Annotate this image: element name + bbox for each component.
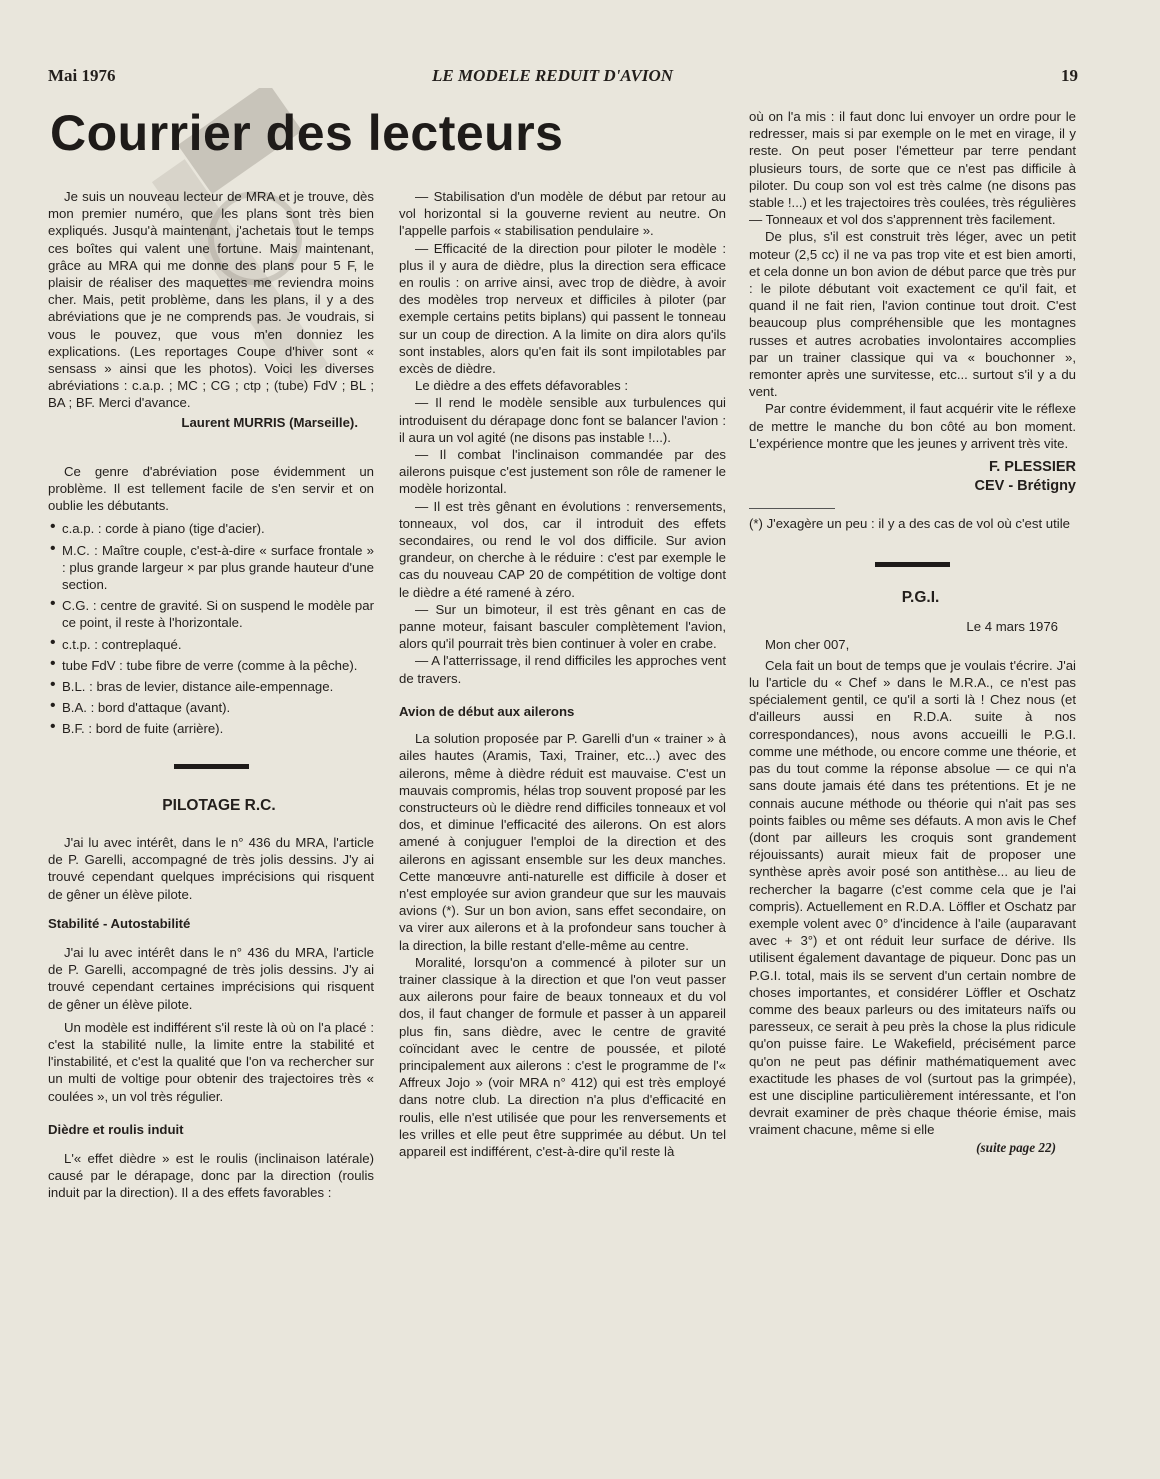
column-1 — [48, 188, 374, 1202]
column-3 — [749, 108, 1076, 1156]
signature-place: CEV - Brétigny — [974, 478, 1076, 495]
abbrev-item: • B.L. : bras de levier, distance aile-empennage. — [48, 678, 374, 695]
paragraph: — Stabilisation d'un modèle de début par retour au vol horizontal si la gouverne revient au neutre. On l'appelle parfois « stabilisation pendulaire ». — [399, 189, 726, 239]
paragraph: Cela fait un bout de temps que je voulais t'écrire. J'ai lu l'article du « Chef » dans le M.R.A., ce n'est pas spécialement gentil, ce qu'il a sorti là ! Chez nous (et d'ailleurs aussi en R.D.A. suite à nos correspondances), nous avons accueilli le P.G.I. comme une méthode, ou encore comme une théorie, et pas du tout comme la réponse absolue — ce qui n'a sans doute jamais été dans tes prétentions. Et je ne connais aucune méthode ou théorie qui n'ait pas ses points faibles ou même ses défauts. A mon avis le Chef (dont par ailleurs les croquis sont grandement réjouissants) aurait mieux fait de proposer une synthèse après avoir posé son antithèse... au lieu de rechercher la bagarre (c'est comme cela que je l'ai compris). Actuellement en R.D.A. Löffler et Oschatz par exemple volent avec 0° d'incidence à l'aile (auparavant avec + 3°) et ont réduit leur surface de dérive. Ils utilisent également davantage de piqueur. Donc pas un P.G.I. total, mais ils se servent d'un certain nombre de choses importantes, et considérer Löffler et Oschatz comme des beaux parleurs ou des imitateurs naïfs ou paresseux, ce serait à peu près la chose la plus ridicule qu'on puisse faire. Le Wakefield, précisément parce qu'on ne peut pas définir mathématiquement avec exactitude les phases de vol (surtout pas la grimpée), est une discipline particulièrement intéressante, et l'on devrait examiner de près chaque théorie émise, mais vraiment chacune, même si elle — [749, 657, 1076, 1138]
paragraph: — A l'atterrissage, il rend difficiles les approches vent de travers. — [399, 653, 726, 686]
page-title: Courrier des lecteurs — [50, 105, 564, 161]
paragraph: — Il combat l'inclinaison commandée par des ailerons puisque c'est justement son rôle de ramener le modèle horizontal. — [399, 447, 726, 497]
paragraph: De plus, s'il est construit très léger, avec un petit moteur (2,5 cc) il ne va pas trop vite et est bien amorti, et cela donne un bon avion de début parce que très pur : le pilote débutant voit exactement ce qu'il fait, et quand il ne fait rien, l'avion continue tout droit. C'est beaucoup plus compréhensible que les montagnes russes et autres acrobaties involontaires accomplies par un trainer classique qui va « bouchonner », remonter après une survitesse, etc... surtout s'il y a du vent. — [749, 229, 1076, 400]
intro-paragraph: J'ai lu avec intérêt, dans le n° 436 du MRA, l'article de P. Garelli, accompagné de très jolis dessins. J'y ai trouvé cependant quelques imprécisions qui risquent de gêner un élève pilote. — [48, 834, 374, 902]
footnote-rule — [749, 508, 835, 509]
page-header — [48, 66, 1078, 96]
issue-date: Mai 1976 — [48, 66, 116, 85]
paragraph: Un modèle est indifférent s'il reste là où on l'a placé : c'est la stabilité nulle, la limite entre la stabilité et l'instabilité, et c'est la qualité que l'on va rechercher sur un multi de voltige pour obtenir des trajectoires très « coulées », un vol très régulier. — [48, 1019, 374, 1104]
paragraph: Moralité, lorsqu'on a commencé à piloter sur un trainer classique à la direction et que l'on veut passer aux ailerons pour faire de beaux tonneaux et du vol dos, il faut changer de formule et passer à un appareil plus fin, sans dièdre, avec le centre de gravité coïncidant avec le centre de poussée, et piloté principalement aux ailerons : c'est le programme de l'« Affreux Jojo » (voir MRA n° 412) qui est très employé dans notre club. La direction n'a plus d'efficacité en roulis, elle n'est utilisée que pour les renversements et les vrilles et elle peut être supprimée au début. Un tel appareil est indifférent, c'est-à-dire qu'il reste là — [399, 954, 726, 1159]
subhead-avion-debut: Avion de début aux ailerons — [399, 703, 575, 719]
salutation: Mon cher 007, — [765, 636, 850, 652]
paragraph: — Il rend le modèle sensible aux turbulences qui introduisent du dérapage donc font se balancer l'avion : il aura un vol agité (ne disons pas instable !...). — [399, 395, 726, 445]
reader-letter: Je suis un nouveau lecteur de MRA et je trouve, dès mon premier numéro, que les plans sont très bien expliqués. Jusqu'à maintenant, j'achetais tout le temps ces boîtes qui valent une fortune. Mais maintenant, grâce au MRA qui me donne des plans pour 5 F, le plaisir de réaliser des maquettes me reviendra moins cher. Mais, petit problème, dans les plans, il y a des abréviations que je ne comprends pas. Je voudrais, si vous le pouvez, que vous m'en donniez les explications. (Les reportages Coupe d'hiver sont « sensass » ainsi que les photos). Voici les diverses abréviations : c.a.p. ; MC ; CG ; ctp ; (tube) FdV ; BL ; BA ; BF. Merci d'avance. — [48, 189, 374, 411]
paragraph: Le dièdre a des effets défavorables : — [415, 378, 629, 394]
paragraph: La solution proposée par P. Garelli d'un « trainer » à ailes hautes (Aramis, Taxi, Trainer, etc...) avec des ailerons, même à dièdre réduit est mauvaise. C'est un mauvais compromis, hélas trop souvent proposé par les constructeurs où le dièdre rend difficiles tonneaux et vol dos, et diminue l'efficacité des ailerons. On est alors amené à conjuguer l'emploi de la direction et des ailerons en agissant ensemble sur les deux manches. Cette manœuvre anti-naturelle est difficile à doser et n'est employée sur avion grandeur que sur les mauvais avions (*). Sur un bon avion, sans effet secondaire, on va virer aux ailerons et à la profondeur sans toucher à la direction, la bille restant d'elle-même au centre. — [399, 731, 726, 953]
footnote: (*) J'exagère un peu : il y a des cas de vol où c'est utile — [749, 516, 1070, 532]
section-title-pilotage: PILOTAGE R.C. — [162, 796, 276, 814]
signature-name: F. PLESSIER — [988, 459, 1076, 476]
section-title-pgi: P.G.I. — [901, 589, 940, 607]
paragraph: Par contre évidemment, il faut acquérir vite le réflexe de mettre le manche du bon côté au bon moment. L'expérience montre que les jeunes y arrivent très vite. — [749, 401, 1076, 451]
paragraph: J'ai lu avec intérêt dans le n° 436 du MRA, l'article de P. Garelli, accompagné de très jolis dessins. J'y ai trouvé cependant certaines imprécisions qui risquent de gêner un élève pilote. — [48, 944, 374, 1012]
journal-title: LE MODELE REDUIT D'AVION — [432, 66, 674, 85]
continued-note: (suite page 22) — [976, 1139, 1056, 1155]
page-number: 19 — [1061, 66, 1078, 85]
abbrev-item: • c.a.p. : corde à piano (tige d'acier). — [48, 520, 374, 537]
abbrev-item: • c.t.p. : contreplaqué. — [48, 636, 374, 653]
paragraph: — Efficacité de la direction pour piloter le modèle : plus il y aura de dièdre, plus la direction sera efficace en roulis : on arrive ainsi, avec trop de dièdre, à avoir des modèles trop nerveux et difficiles à piloter (par exemple certains petits biplans) qui passent le tonneau sur un coup de direction. A la limite on dira alors qu'ils sont instables, alors qu'en fait ils sont impilotables par excès de dièdre. — [399, 240, 726, 377]
subhead-stabilite: Stabilité - Autostabilité — [48, 915, 191, 931]
abbrev-item: • B.A. : bord d'attaque (avant). — [48, 699, 374, 716]
answer-paragraph: Ce genre d'abréviation pose évidemment un problème. Il est tellement facile de s'en servir et on oublie les débutants. — [48, 463, 374, 514]
letter-date: Le 4 mars 1976 — [966, 619, 1058, 635]
paragraph: — Sur un bimoteur, il est très gênant en cas de panne moteur, faisant basculer complètement l'avion, alors qu'il pourrait très bien continuer à voler en crabe. — [399, 601, 726, 652]
abbrev-item: • tube FdV : tube fibre de verre (comme à la pêche). — [48, 657, 374, 674]
paragraph: où on l'a mis : il faut donc lui envoyer un ordre pour le redresser, mais si par exemple on le met en virage, il y reste. On peut poser l'émetteur par terre pendant plusieurs tours, de sorte que ce n'est pas difficile à piloter. Du coup son vol est très calme (ne disons pas stable !...) et les trajectoires très coulées, très régulières — Tonneaux et vol dos s'apprennent très facilement. — [749, 109, 1076, 228]
abbrev-item: • B.F. : bord de fuite (arrière). — [48, 720, 374, 737]
subhead-diedre: Dièdre et roulis induit — [48, 1121, 184, 1137]
letter-signature: Laurent MURRIS (Marseille). — [181, 414, 358, 430]
column-2 — [399, 188, 726, 1160]
abbrev-item: • C.G. : centre de gravité. Si on suspend le modèle par ce point, il reste à l'horizontale. — [48, 597, 374, 631]
abbrev-item: • M.C. : Maître couple, c'est-à-dire « surface frontale » : plus grande largeur × par plus grande hauteur d'une section. — [48, 542, 374, 594]
paragraph: L'« effet dièdre » est le roulis (inclinaison latérale) causé par le dérapage, donc par la direction (roulis induit par la direction). Il a des effets favorables : — [48, 1150, 374, 1201]
paragraph: — Il est très gênant en évolutions : renversements, tonneaux, vol dos, car il introduit des effets secondaires, ou rend le vol dos difficile. Sur avion grandeur, on cherche à le réduire : c'est par exemple le cas du nouveau CAP 20 de compétition de voltige dont le dièdre a été ramené à zéro. — [399, 498, 726, 600]
